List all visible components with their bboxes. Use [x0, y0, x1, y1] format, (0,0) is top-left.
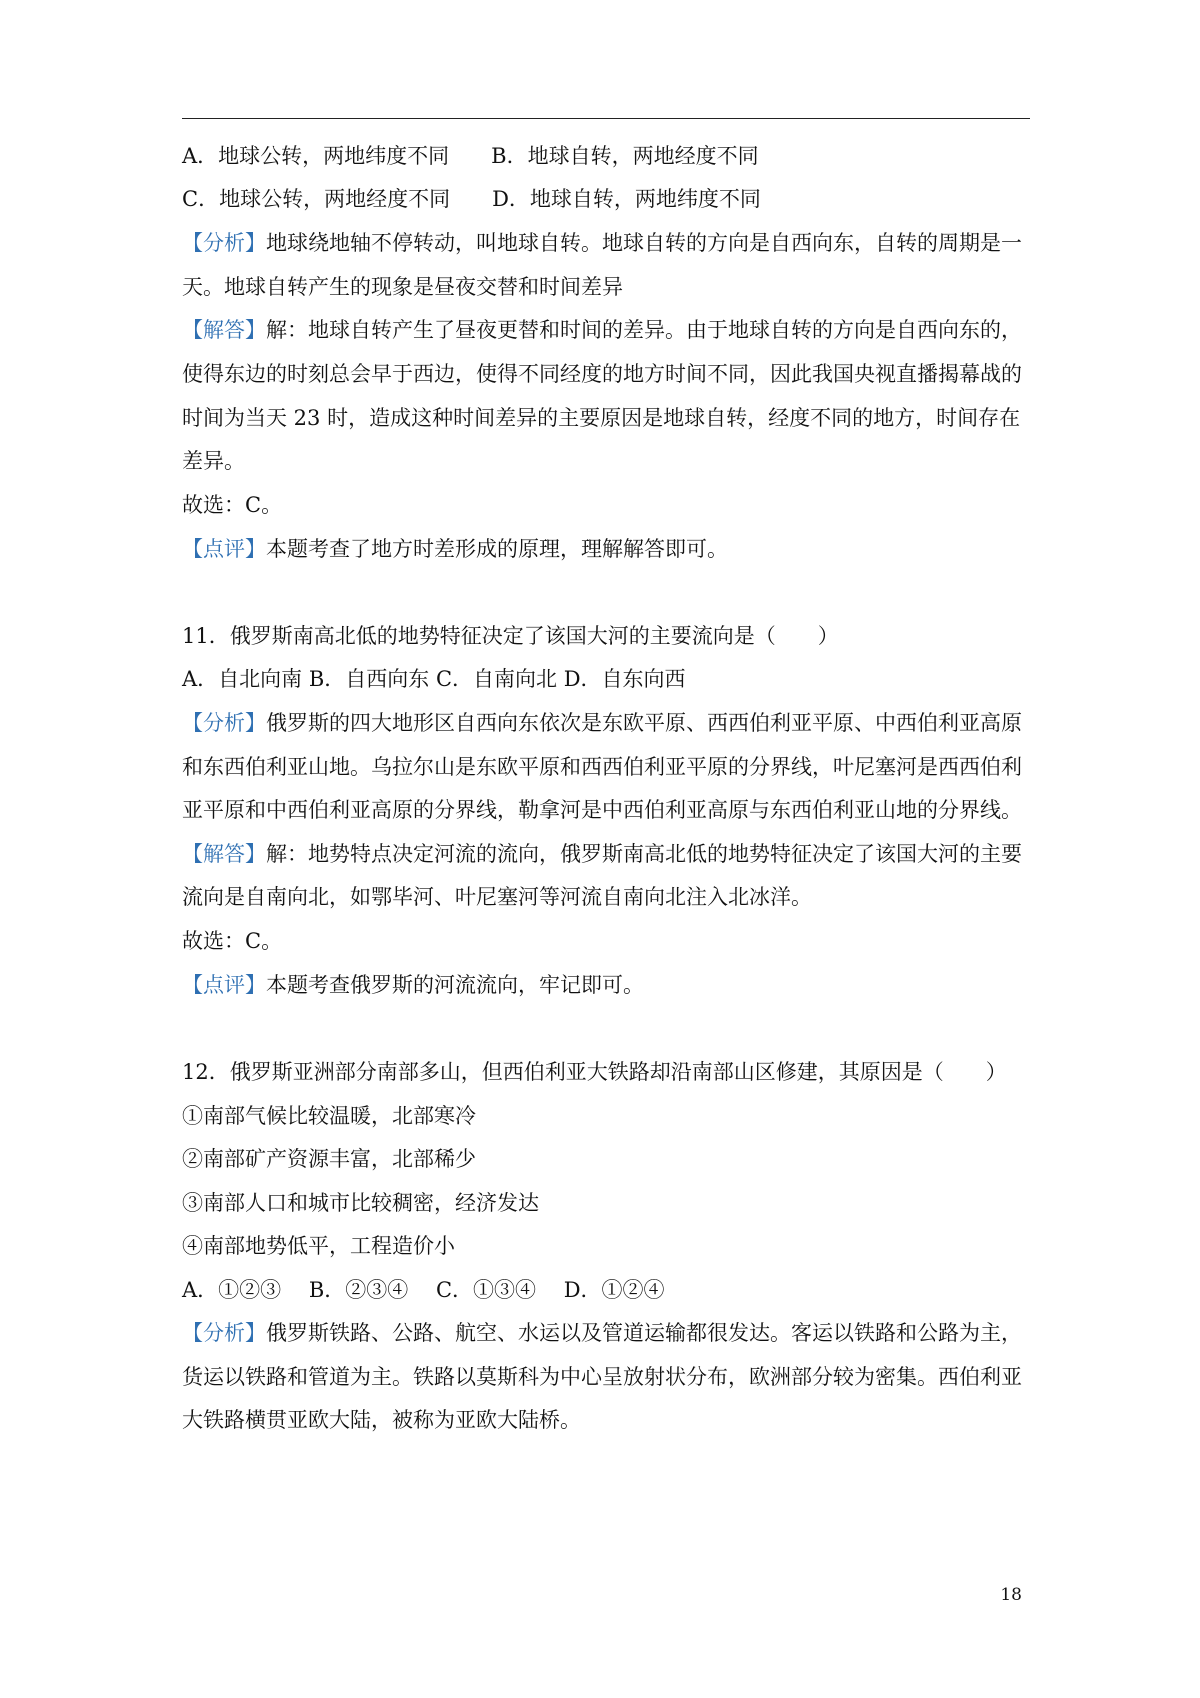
- analysis-text: 俄罗斯的四大地形区自西向东依次是东欧平原、西西伯利亚平原、中西伯利亚高原: [266, 711, 1022, 735]
- q11-answer-line2: 流向是自南向北，如鄂毕河、叶尼塞河等河流自南向北注入北冰洋。: [182, 885, 812, 909]
- q11-comment: [182, 970, 1032, 1000]
- q12-analysis-line3: 大铁路横贯亚欧大陆，被称为亚欧大陆桥。: [182, 1408, 581, 1432]
- q10-comment: [182, 534, 1032, 564]
- answer-tag: 【解答】: [182, 842, 266, 866]
- q10-answer-line4: 差异。: [182, 449, 245, 473]
- answer-text: 解：地球自转产生了昼夜更替和时间的差异。由于地球自转的方向是自西向东的，: [266, 318, 1022, 342]
- q11-analysis-line3: 亚平原和中西伯利亚高原的分界线，勒拿河是中西伯利亚高原与东西伯利亚山地的分界线。: [182, 798, 1022, 822]
- q12-item-3: ③南部人口和城市比较稠密，经济发达: [182, 1191, 539, 1215]
- q12-item-1: ①南部气候比较温暖，北部寒冷: [182, 1104, 476, 1128]
- q10-analysis-line1: [182, 228, 1032, 258]
- q12-analysis-line2: 货运以铁路和管道为主。铁路以莫斯科为中心呈放射状分布，欧洲部分较为密集。西伯利亚: [182, 1365, 1022, 1389]
- answer-tag: 【解答】: [182, 318, 266, 342]
- analysis-tag: 【分析】: [182, 231, 266, 255]
- q10-options-line2: C．地球公转，两地经度不同 D．地球自转，两地纬度不同: [182, 187, 761, 211]
- q11-analysis-line1: [182, 708, 1032, 738]
- q11-options: A．自北向南 B．自西向东 C．自南向北 D．自东向西: [182, 667, 686, 691]
- page-number: 18: [1000, 1585, 1022, 1605]
- comment-text: 本题考查了地方时差形成的原理，理解解答即可。: [266, 537, 728, 561]
- q11-answer-line1: [182, 839, 1032, 869]
- comment-tag: 【点评】: [182, 537, 266, 561]
- answer-text: 解：地势特点决定河流的流向，俄罗斯南高北低的地势特征决定了该国大河的主要: [266, 842, 1022, 866]
- q10-answer-line3: 时间为当天 23 时，造成这种时间差异的主要原因是地球自转，经度不同的地方，时间存在: [182, 406, 1021, 430]
- q12-item-4: ④南部地势低平，工程造价小: [182, 1234, 455, 1258]
- q11-analysis-line2: 和东西伯利亚山地。乌拉尔山是东欧平原和西西伯利亚平原的分界线，叶尼塞河是西西伯利: [182, 755, 1022, 779]
- q10-options-line1: A．地球公转，两地纬度不同 B．地球自转，两地经度不同: [182, 144, 759, 168]
- analysis-text: 俄罗斯铁路、公路、航空、水运以及管道运输都很发达。客运以铁路和公路为主，: [266, 1321, 1022, 1345]
- q12-analysis-line1: [182, 1318, 1032, 1348]
- q11-choice: 故选：C。: [182, 929, 283, 953]
- q10-analysis-line2: 天。地球自转产生的现象是昼夜交替和时间差异: [182, 275, 623, 299]
- q10-answer-line1: [182, 315, 1032, 345]
- q12-options: A．①②③ B．②③④ C．①③④ D．①②④: [182, 1278, 665, 1302]
- q10-choice: 故选：C。: [182, 493, 283, 517]
- analysis-tag: 【分析】: [182, 1321, 266, 1345]
- analysis-tag: 【分析】: [182, 711, 266, 735]
- q11-stem: 11．俄罗斯南高北低的地势特征决定了该国大河的主要流向是（ ）: [182, 624, 839, 648]
- comment-tag: 【点评】: [182, 973, 266, 997]
- analysis-text: 地球绕地轴不停转动，叫地球自转。地球自转的方向是自西向东，自转的周期是一: [266, 231, 1022, 255]
- header-rule: [182, 118, 1030, 119]
- q12-item-2: ②南部矿产资源丰富，北部稀少: [182, 1147, 476, 1171]
- q10-answer-line2: 使得东边的时刻总会早于西边，使得不同经度的地方时间不同，因此我国央视直播揭幕战的: [182, 362, 1022, 386]
- q12-stem: 12．俄罗斯亚洲部分南部多山，但西伯利亚大铁路却沿南部山区修建，其原因是（ ）: [182, 1060, 1007, 1084]
- comment-text: 本题考查俄罗斯的河流流向，牢记即可。: [266, 973, 644, 997]
